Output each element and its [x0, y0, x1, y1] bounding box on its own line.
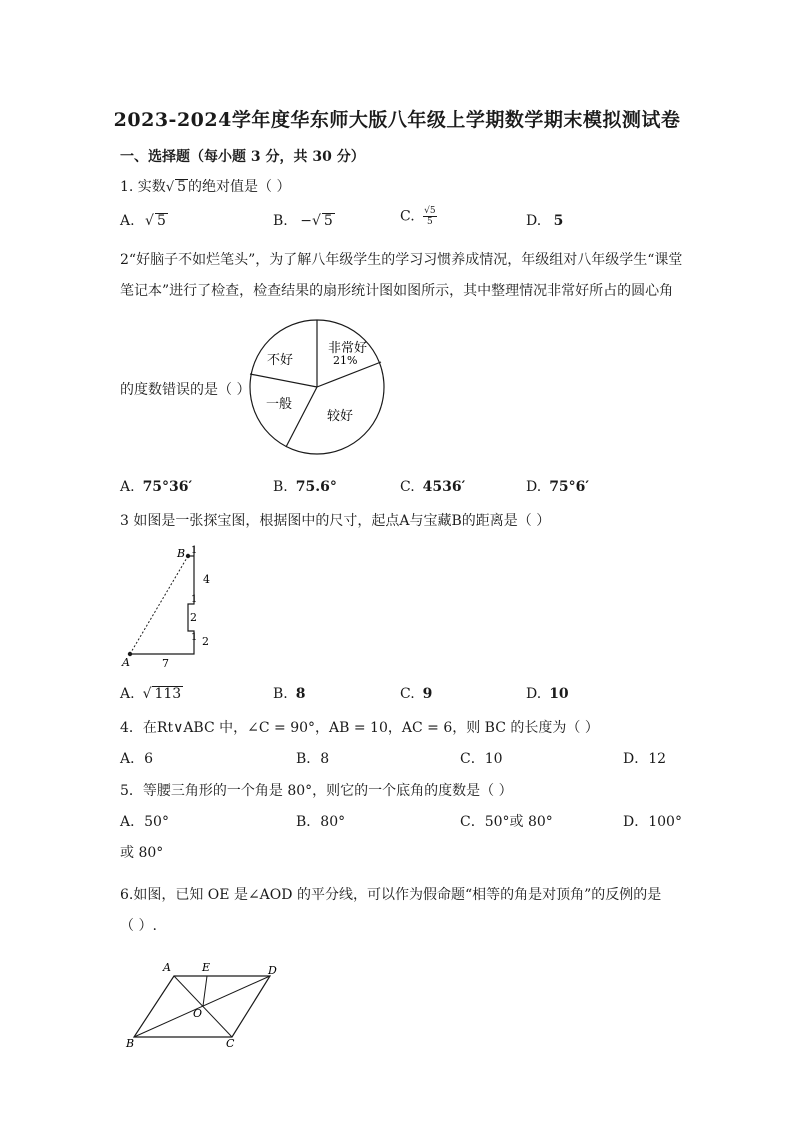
point-b-dot: [186, 554, 190, 558]
fraction-numerator: √5: [424, 206, 436, 216]
label-e: E: [202, 961, 211, 974]
option-value: 9: [422, 686, 433, 702]
question-6-line-1: 6.如图，已知 OE 是∠AOD 的平分线，可以作为假命题“相等的角是对顶角”的反例的是: [120, 887, 662, 903]
label-a: A: [163, 961, 171, 974]
question-1-radicand: 5: [177, 179, 187, 195]
option-label: C.: [400, 479, 415, 495]
option-label: D．: [623, 751, 649, 767]
question-4-option-b[interactable]: [296, 748, 329, 768]
question-4-option-d[interactable]: [623, 748, 666, 768]
question-4-option-c[interactable]: [460, 748, 503, 768]
option-label: B.: [273, 686, 288, 702]
option-value: 8: [295, 686, 306, 702]
option-label: A.: [120, 213, 135, 229]
label-length-2-low: 2: [202, 635, 209, 648]
label-a: A: [122, 656, 130, 669]
option-value: 100°: [648, 814, 682, 830]
question-3-option-a[interactable]: A. √ 113: [120, 686, 182, 702]
label-b: B: [177, 547, 186, 560]
question-1-text-a: 1. 实数: [120, 179, 166, 195]
label-o: O: [193, 1007, 203, 1020]
pie-label-very-good: 非常好: [328, 341, 368, 356]
treasure-map-figure: [118, 540, 218, 670]
option-value: 5: [156, 213, 166, 229]
question-2-option-b[interactable]: [273, 479, 337, 495]
option-value: 75°36′: [142, 479, 193, 495]
question-1-option-d[interactable]: [526, 213, 563, 229]
question-5-stem: 5．等腰三角形的一个角是 80°，则它的一个底角的度数是（ ）: [120, 783, 513, 799]
label-length-1-mid: 1: [191, 594, 198, 605]
question-1-option-b[interactable]: B. −√ 5: [273, 213, 333, 229]
question-2-line-3: 的度数错误的是（ ）: [120, 382, 251, 398]
option-value: 5: [323, 213, 333, 229]
question-2-option-c[interactable]: [400, 479, 465, 495]
option-value: 10: [549, 686, 569, 702]
option-value: 5: [553, 213, 564, 229]
option-label: C．: [460, 814, 485, 830]
bisector-oe: [203, 976, 207, 1006]
option-label: A.: [120, 686, 135, 702]
question-4-stem: 4．在Rt∨ABC 中，∠C = 90°，AB = 10，AC = 6，则 BC 的长度为（ ）: [120, 720, 599, 736]
label-length-1-top: 1: [191, 545, 198, 556]
label-c: C: [226, 1037, 235, 1050]
label-length-1-low: 1: [191, 632, 198, 643]
option-value: 50°: [144, 814, 169, 830]
option-label: A．: [120, 751, 145, 767]
option-label: C.: [400, 686, 415, 702]
label-d: D: [268, 964, 277, 977]
option-label: A.: [120, 479, 135, 495]
option-value: 10: [484, 751, 503, 767]
question-2-option-a[interactable]: [120, 479, 192, 495]
question-1-text-b: 的绝对值是（ ）: [188, 179, 291, 195]
option-label: D.: [526, 213, 542, 229]
question-3-option-b[interactable]: [273, 686, 306, 702]
option-value: 8: [320, 751, 330, 767]
option-label: B．: [296, 814, 321, 830]
question-5-option-d-wrap: 或 80°: [120, 845, 164, 861]
option-label: D.: [526, 479, 542, 495]
pie-chart: [246, 316, 388, 458]
option-label: B．: [296, 751, 321, 767]
label-length-4: 4: [203, 573, 210, 586]
option-label: D.: [526, 686, 542, 702]
option-label: C.: [400, 208, 415, 225]
option-value: 12: [648, 751, 667, 767]
option-label: D．: [623, 814, 649, 830]
option-value: 75.6°: [295, 479, 337, 495]
question-5-option-c[interactable]: [460, 811, 553, 831]
option-value: 4536′: [422, 479, 466, 495]
label-length-7: 7: [162, 657, 169, 670]
option-value: 50°或 80°: [484, 814, 553, 830]
label-b: B: [126, 1037, 135, 1050]
option-prefix: −: [300, 213, 312, 229]
question-6-line-2: （ ）.: [120, 918, 157, 934]
option-label: B.: [273, 213, 288, 229]
question-2-option-d[interactable]: [526, 479, 589, 495]
pie-label-percent: 21%: [333, 354, 358, 367]
question-1-stem: 1. 实数√ 5 的绝对值是（ ）: [120, 179, 291, 195]
question-5-option-d[interactable]: [623, 811, 682, 831]
option-label: A．: [120, 814, 145, 830]
label-length-2-mid: 2: [190, 611, 197, 624]
question-5-option-a[interactable]: [120, 811, 169, 831]
question-1-option-c[interactable]: [400, 206, 437, 227]
pie-label-bad: 不好: [267, 353, 294, 368]
question-4-option-a[interactable]: [120, 748, 153, 768]
question-1-option-a[interactable]: A. √ 5: [120, 213, 166, 229]
option-value: 80°: [320, 814, 346, 830]
page-title: 2023-2024学年度华东师大版八年级上学期数学期末模拟测试卷: [113, 109, 681, 131]
map-path: [130, 546, 194, 654]
option-value: 6: [144, 751, 154, 767]
question-3-option-c[interactable]: [400, 686, 432, 702]
pie-label-good: 较好: [327, 409, 354, 424]
parallelogram-figure: [120, 958, 290, 1050]
question-5-option-b[interactable]: [296, 811, 345, 831]
question-3-option-d[interactable]: [526, 686, 569, 702]
option-value: 113: [154, 686, 182, 702]
option-label: B.: [273, 479, 288, 495]
fraction-denominator: 5: [426, 217, 433, 227]
question-2-line-2: 笔记本”进行了检查，检查结果的扇形统计图如图所示，其中整理情况非常好所占的圆心角: [120, 283, 674, 299]
pie-label-average: 一般: [266, 397, 293, 412]
question-3-stem: 3 如图是一张探宝图，根据图中的尺寸，起点A与宝藏B的距离是（ ）: [120, 513, 551, 529]
section-heading: 一、选择题（每小题 3 分，共 30 分）: [120, 149, 365, 165]
question-2-line-1: 2“好脑子不如烂笔头”，为了解八年级学生的学习习惯养成情况，年级组对八年级学生“课堂: [120, 252, 683, 268]
dashed-distance-line: [130, 556, 188, 654]
option-label: C．: [460, 751, 485, 767]
option-value: 75°6′: [549, 479, 590, 495]
